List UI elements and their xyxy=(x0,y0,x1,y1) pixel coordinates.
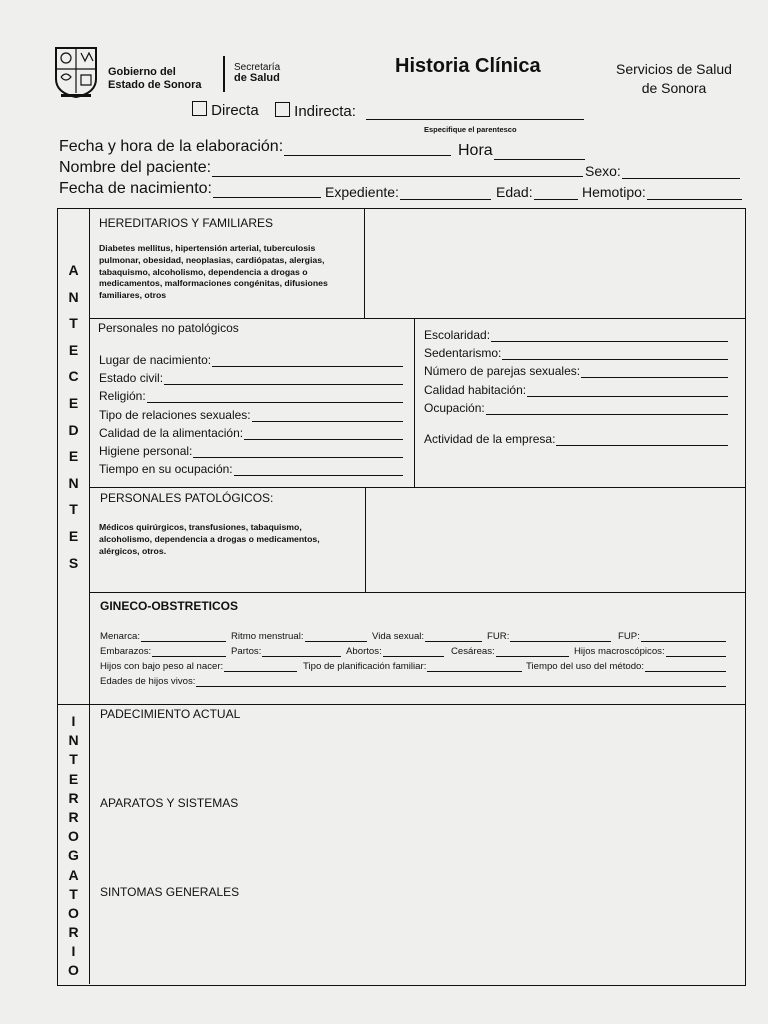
no-patologicos-left-label-1: Estado civil: xyxy=(99,371,164,386)
fecha-hora-field[interactable] xyxy=(59,138,451,156)
nombre-field[interactable] xyxy=(59,159,583,177)
hora-label: Hora xyxy=(458,142,493,159)
interrogatorio-letter: O xyxy=(68,904,79,921)
patologicos-notes-area[interactable] xyxy=(367,489,743,591)
edad-field[interactable] xyxy=(496,184,578,200)
ritmo-label: Ritmo menstrual: xyxy=(231,631,304,642)
hemotipo-field[interactable] xyxy=(582,184,742,200)
no-patologicos-left-label-3: Tipo de relaciones sexuales: xyxy=(99,407,251,422)
vida-sexual-label: Vida sexual: xyxy=(372,631,425,642)
gov-name-line1: Gobierno del xyxy=(108,66,176,78)
no-patologicos-right-label-1: Sedentarismo: xyxy=(424,346,502,361)
interrogatorio-letter: O xyxy=(68,828,79,845)
tiempo-metodo-label: Tiempo del uso del método: xyxy=(526,661,645,672)
interrogatorio-letter: G xyxy=(68,847,79,864)
no-patologicos-left-field-5[interactable] xyxy=(99,444,403,458)
interrogatorio-letter: O xyxy=(68,962,79,979)
expediente-label: Expediente: xyxy=(325,184,399,200)
antecedentes-side-label xyxy=(58,262,89,572)
antecedentes-letter: A xyxy=(68,262,79,278)
no-patologicos-left-label-5: Higiene personal: xyxy=(99,444,193,458)
no-patologicos-title: Personales no patológicos xyxy=(98,321,239,335)
directa-checkbox[interactable] xyxy=(192,101,207,116)
no-patologicos-left-label-0: Lugar de nacimiento: xyxy=(99,353,212,367)
sintomas-title: SINTOMAS GENERALES xyxy=(100,885,240,899)
fup-label: FUP: xyxy=(618,631,640,642)
actividad-empresa-field[interactable] xyxy=(424,432,728,446)
parentesco-hint: Especifique el parentesco xyxy=(424,125,517,134)
abortos-label: Abortos: xyxy=(346,646,382,657)
padecimiento-title: PADECIMIENTO ACTUAL xyxy=(100,707,241,721)
antecedentes-letter: S xyxy=(68,554,79,571)
document-title: Historia Clínica xyxy=(395,55,541,77)
no-patologicos-left-field-0[interactable] xyxy=(99,353,403,367)
interrogatorio-letter: N xyxy=(68,732,79,749)
col-divider-hereditarios xyxy=(364,209,365,319)
menarca-field[interactable] xyxy=(100,631,226,642)
patologicos-title: PERSONALES PATOLÓGICOS: xyxy=(100,491,274,505)
vida-sexual-field[interactable] xyxy=(372,631,482,642)
embarazos-field[interactable] xyxy=(100,646,226,657)
gineco-title: GINECO-OBSTRETICOS xyxy=(100,599,239,613)
antecedentes-letter: E xyxy=(68,341,79,358)
no-patologicos-left-field-6[interactable] xyxy=(99,462,403,476)
fecha-hora-label: Fecha y hora de la elaboración: xyxy=(59,138,284,155)
fur-field[interactable] xyxy=(487,631,611,642)
bajo-peso-field[interactable] xyxy=(100,661,297,672)
padecimiento-notes-area[interactable] xyxy=(92,724,742,794)
abortos-field[interactable] xyxy=(346,646,444,657)
hora-field[interactable] xyxy=(458,142,585,160)
sexo-field[interactable] xyxy=(585,163,740,179)
hereditarios-notes-area[interactable] xyxy=(366,210,743,317)
antecedentes-letter: E xyxy=(68,448,79,465)
ritmo-field[interactable] xyxy=(231,631,367,642)
expediente-field[interactable] xyxy=(325,184,491,200)
no-patologicos-right-field-2[interactable] xyxy=(424,364,728,378)
aparatos-notes-area[interactable] xyxy=(92,812,742,882)
services-line2: de Sonora xyxy=(641,80,707,96)
no-patologicos-right-label-4: Ocupación: xyxy=(424,400,485,415)
fur-label: FUR: xyxy=(487,631,510,642)
antecedentes-letter: E xyxy=(68,394,79,411)
antecedentes-letter: T xyxy=(69,315,78,332)
macroscopicos-label: Hijos macroscópicos: xyxy=(574,646,665,657)
nacimiento-label: Fecha de nacimiento: xyxy=(59,180,212,197)
interrogatorio-letter: E xyxy=(68,770,79,787)
antecedentes-letter: N xyxy=(68,474,79,491)
antecedentes-letter: C xyxy=(68,368,79,385)
planificacion-label: Tipo de planificación familiar: xyxy=(303,661,427,672)
partos-label: Partos: xyxy=(231,646,262,657)
edad-label: Edad: xyxy=(496,184,533,200)
no-patologicos-left-field-2[interactable] xyxy=(99,389,403,403)
sintomas-notes-area[interactable] xyxy=(92,902,742,982)
no-patologicos-right-field-1[interactable] xyxy=(424,346,728,360)
antecedentes-letter: N xyxy=(68,288,79,305)
indirecta-label: Indirecta: xyxy=(294,103,356,120)
partos-field[interactable] xyxy=(231,646,341,657)
actividad-empresa-label: Actividad de la empresa: xyxy=(424,432,556,446)
no-patologicos-left-label-6: Tiempo en su ocupación: xyxy=(99,462,233,477)
nacimiento-field[interactable] xyxy=(59,180,321,198)
embarazos-label: Embarazos: xyxy=(100,646,152,657)
col-divider-patologicos xyxy=(365,487,366,593)
row-divider-hereditarios xyxy=(89,318,745,319)
interrogatorio-letter: I xyxy=(71,713,76,729)
no-patologicos-right-label-3: Calidad habitación: xyxy=(424,382,527,397)
no-patologicos-right-label-2: Número de parejas sexuales: xyxy=(424,364,581,379)
edades-hijos-field[interactable] xyxy=(100,676,726,687)
fup-field[interactable] xyxy=(618,631,726,642)
hereditarios-title: HEREDITARIOS Y FAMILIARES xyxy=(99,216,274,230)
interrogatorio-side-label xyxy=(58,713,89,979)
antecedentes-letter: E xyxy=(68,527,79,544)
sexo-label: Sexo: xyxy=(585,163,621,179)
secretaria-line1: Secretaría xyxy=(234,62,281,73)
parentesco-line[interactable] xyxy=(366,119,584,120)
interrogatorio-letter: R xyxy=(68,808,79,825)
no-patologicos-right-field-0[interactable] xyxy=(424,328,728,342)
no-patologicos-right-label-0: Escolaridad: xyxy=(424,328,491,342)
interrogatorio-letter: T xyxy=(69,751,78,768)
cesareas-field[interactable] xyxy=(451,646,569,657)
cesareas-label: Cesáreas: xyxy=(451,646,495,657)
services-line1: Servicios de Salud xyxy=(616,61,732,77)
no-patologicos-left-field-4[interactable] xyxy=(99,426,403,440)
row-divider-no-patologicos xyxy=(89,487,745,488)
no-patologicos-left-field-3[interactable] xyxy=(99,408,403,422)
no-patologicos-left-field-1[interactable] xyxy=(99,371,403,385)
interrogatorio-letter: T xyxy=(69,885,78,902)
interrogatorio-letter: R xyxy=(68,789,79,806)
gov-name-line2: Estado de Sonora xyxy=(108,79,202,91)
tiempo-metodo-field[interactable] xyxy=(526,661,726,672)
no-patologicos-left-label-2: Religión: xyxy=(99,389,146,404)
hemotipo-label: Hemotipo: xyxy=(582,184,646,200)
no-patologicos-right-field-4[interactable] xyxy=(424,401,728,415)
header-divider xyxy=(223,56,225,92)
hereditarios-description: Diabetes mellitus, hipertensión arterial, tuberculosis pulmonar, obesidad, neoplasias, cardiópatas, alergias, tabaquismo, alcoholismo, dependencia a drogas o medicamentos, malformaciones congénitas, difusiones familiares, otros xyxy=(99,243,328,301)
macroscopicos-field[interactable] xyxy=(574,646,726,657)
government-seal xyxy=(53,45,99,99)
nombre-label: Nombre del paciente: xyxy=(59,159,212,176)
interrogatorio-letter: I xyxy=(71,943,76,960)
secretaria-line2: de Salud xyxy=(234,72,280,84)
edades-hijos-label: Edades de hijos vivos: xyxy=(100,676,196,687)
planificacion-field[interactable] xyxy=(303,661,522,672)
aparatos-title: APARATOS Y SISTEMAS xyxy=(100,796,239,810)
side-column-divider xyxy=(89,209,90,984)
section-divider-interrogatorio xyxy=(57,704,745,705)
bajo-peso-label: Hijos con bajo peso al nacer: xyxy=(100,661,224,672)
row-divider-patologicos xyxy=(89,592,745,593)
menarca-label: Menarca: xyxy=(100,631,140,642)
col-divider-no-patologicos xyxy=(414,318,415,488)
indirecta-checkbox[interactable] xyxy=(275,102,290,117)
patologicos-description: Médicos quirúrgicos, transfusiones, tabaquismo, alcoholismo, dependencia a drogas o medicamentos, alérgicos, otros. xyxy=(99,522,320,556)
no-patologicos-left-label-4: Calidad de la alimentación: xyxy=(99,425,244,440)
interrogatorio-letter: R xyxy=(68,924,79,941)
interrogatorio-letter: A xyxy=(68,866,79,883)
antecedentes-letter: D xyxy=(68,421,79,438)
antecedentes-letter: T xyxy=(69,501,78,518)
directa-label: Directa xyxy=(211,102,259,119)
no-patologicos-right-field-3[interactable] xyxy=(424,383,728,397)
